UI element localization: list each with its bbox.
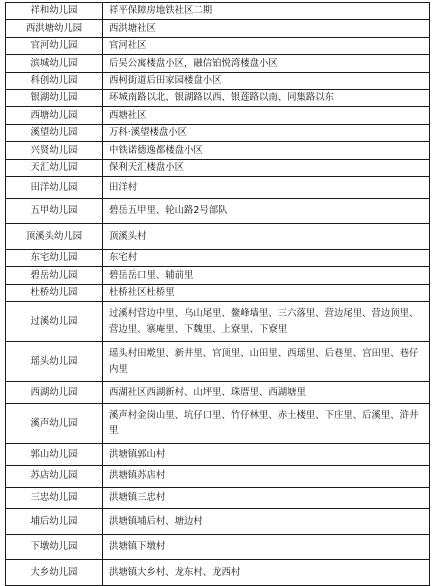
service-area-cell: 洪塘镇郭山村 — [103, 443, 430, 465]
service-area-cell: 碧岳岳口里、辅前里 — [103, 267, 430, 284]
kindergarten-name-cell: 天汇幼儿园 — [6, 159, 103, 176]
table-row — [6, 403, 430, 443]
table-row — [6, 107, 430, 124]
kindergarten-name-cell: 科创幼儿园 — [6, 72, 103, 89]
kindergarten-name-cell: 溪声幼儿园 — [6, 403, 103, 443]
service-area-cell: 顶溪头村 — [103, 223, 430, 249]
service-area-cell: 东宅村 — [103, 249, 430, 266]
service-area-cell: 瑶头村田墘里、新井里、官顶里、山田里、西瑶里、后巷里、宫田里、巷仔内里 — [103, 342, 430, 382]
service-area-cell: 田洋村 — [103, 176, 430, 198]
table-row — [6, 176, 430, 198]
table-row — [6, 382, 430, 404]
kindergarten-name-cell: 西塘幼儿园 — [6, 107, 103, 124]
table-row — [6, 534, 430, 559]
table-row — [6, 198, 430, 223]
service-area-cell: 环城南路以北、银湖路以西、银莲路以南、同集路以东 — [103, 89, 430, 106]
service-area-cell: 洪塘镇苏店村 — [103, 465, 430, 487]
table-row — [6, 559, 430, 585]
kindergarten-name-cell: 杜桥幼儿园 — [6, 284, 103, 301]
kindergarten-name-cell: 祥和幼儿园 — [6, 3, 103, 20]
table-row — [6, 284, 430, 301]
kindergarten-name-cell: 过溪幼儿园 — [6, 302, 103, 342]
service-area-cell: 后吴公寓楼盘小区，融信铂悦湾楼盘小区 — [103, 55, 430, 72]
service-area-cell: 洪塘镇埔后村、塘边村 — [103, 509, 430, 534]
kindergarten-name-cell: 西湖幼儿园 — [6, 382, 103, 404]
service-area-cell: 西湖社区西湖新村、山坪里、珠厝里、西湖塘里 — [103, 382, 430, 404]
service-area-cell: 洪塘镇大乡村、龙东村、龙西村 — [103, 559, 430, 585]
table-row — [6, 159, 430, 176]
kindergarten-name-cell: 银湖幼儿园 — [6, 89, 103, 106]
table-row — [6, 124, 430, 141]
service-area-cell: 洪塘镇三忠村 — [103, 487, 430, 509]
kindergarten-name-cell: 田洋幼儿园 — [6, 176, 103, 198]
kindergarten-name-cell: 溪望幼儿园 — [6, 124, 103, 141]
service-area-cell: 祥平保障房地铁社区二期 — [103, 3, 430, 20]
service-area-cell: 西塘社区 — [103, 107, 430, 124]
table-row — [6, 342, 430, 382]
service-area-cell: 碧岳五甲里、轮山路2号部队 — [103, 198, 430, 223]
table-row — [6, 509, 430, 534]
kindergarten-name-cell: 西洪塘幼儿园 — [6, 20, 103, 37]
table-row — [6, 3, 430, 20]
kindergarten-name-cell: 东宅幼儿园 — [6, 249, 103, 266]
table-row — [6, 302, 430, 342]
kindergarten-name-cell: 滨城幼儿园 — [6, 55, 103, 72]
kindergarten-name-cell: 兴贤幼儿园 — [6, 142, 103, 159]
service-area-cell: 杜桥社区杜桥里 — [103, 284, 430, 301]
table-row — [6, 142, 430, 159]
service-area-cell: 西洪塘社区 — [103, 20, 430, 37]
table-row — [6, 249, 430, 266]
kindergarten-name-cell: 五甲幼儿园 — [6, 198, 103, 223]
kindergarten-name-cell: 下墩幼儿园 — [6, 534, 103, 559]
kindergarten-name-cell: 官河幼儿园 — [6, 37, 103, 54]
service-area-cell: 西柯街道后田家园楼盘小区 — [103, 72, 430, 89]
service-area-cell: 过溪村营边中里、乌山尾里、鳌峰墙里、三六落里、营边尾里、营边顶里、营边里、寨庵里、下魏里、上寮里、下寮里 — [103, 302, 430, 342]
service-area-cell: 洪塘镇下墩村 — [103, 534, 430, 559]
service-area-cell: 中铁诺德逸都楼盘小区 — [103, 142, 430, 159]
kindergarten-district-table — [5, 2, 430, 586]
service-area-cell: 溪声村金岗山里、坑仔口里、竹仔林里、赤土楼里、下庄里、后溪里、浒井里 — [103, 403, 430, 443]
table-row — [6, 20, 430, 37]
table-row — [6, 267, 430, 284]
table-row — [6, 37, 430, 54]
kindergarten-name-cell: 碧岳幼儿园 — [6, 267, 103, 284]
service-area-cell: 保利天汇楼盘小区 — [103, 159, 430, 176]
kindergarten-name-cell: 瑶头幼儿园 — [6, 342, 103, 382]
table-row — [6, 89, 430, 106]
kindergarten-name-cell: 大乡幼儿园 — [6, 559, 103, 585]
service-area-cell: 万科·溪望楼盘小区 — [103, 124, 430, 141]
kindergarten-name-cell: 顶溪头幼儿园 — [6, 223, 103, 249]
table-row — [6, 443, 430, 465]
table-row — [6, 72, 430, 89]
table-row — [6, 487, 430, 509]
table-body — [6, 3, 430, 586]
kindergarten-name-cell: 三忠幼儿园 — [6, 487, 103, 509]
service-area-cell: 官河社区 — [103, 37, 430, 54]
table-row — [6, 55, 430, 72]
table-row — [6, 223, 430, 249]
kindergarten-name-cell: 埔后幼儿园 — [6, 509, 103, 534]
kindergarten-name-cell: 苏店幼儿园 — [6, 465, 103, 487]
table-row — [6, 465, 430, 487]
kindergarten-name-cell: 郭山幼儿园 — [6, 443, 103, 465]
